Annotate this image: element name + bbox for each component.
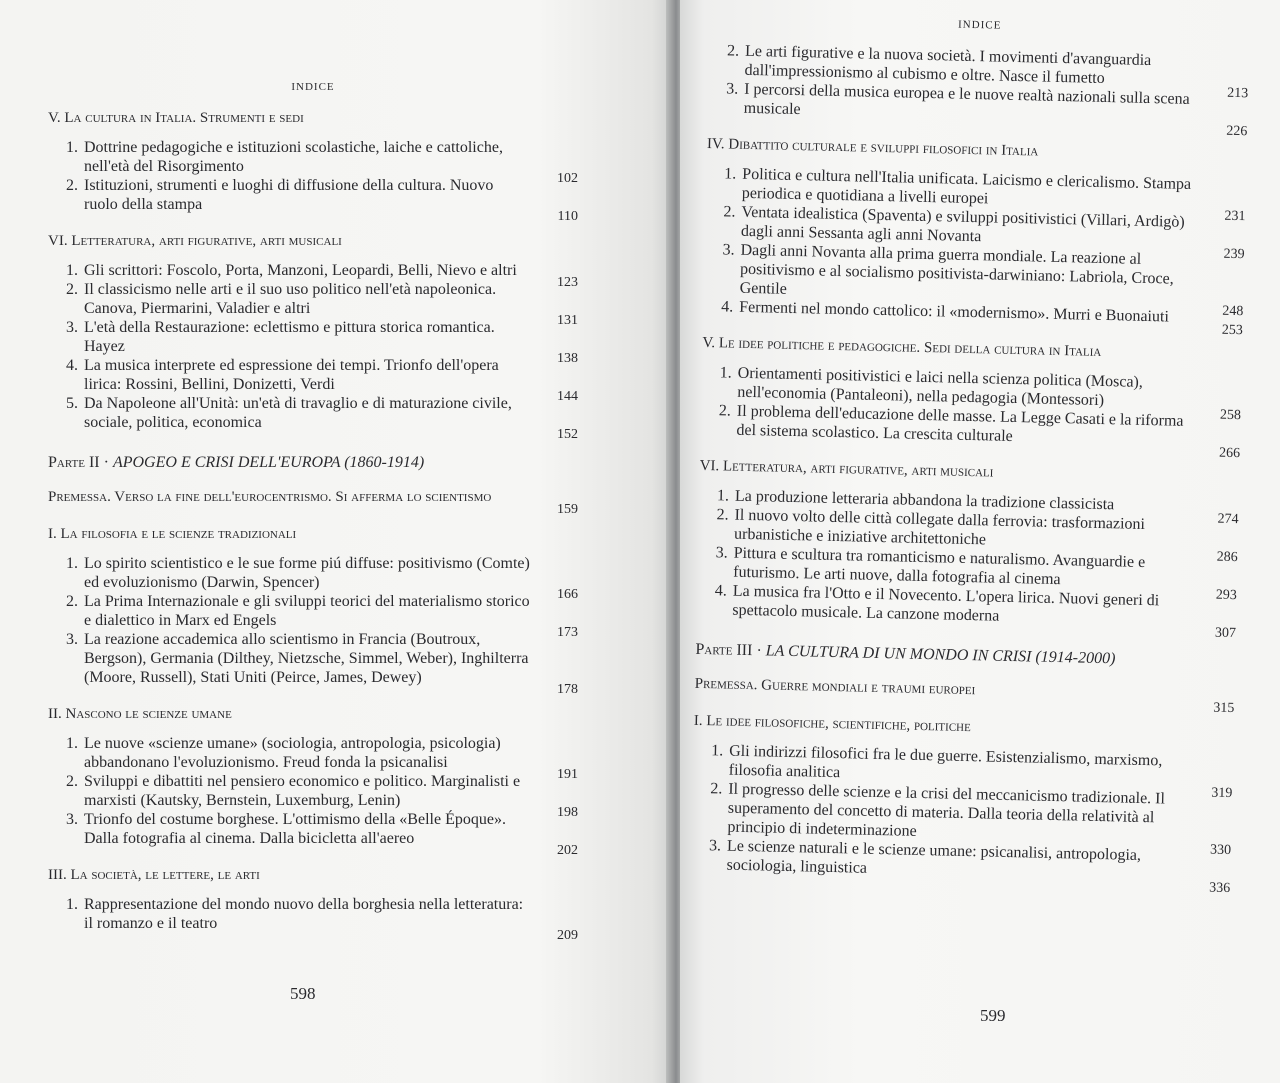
entry-title: La produzione letteraria abbandona la tradizione classicista: [734, 487, 1115, 514]
entry-page-number: 319: [1211, 785, 1233, 802]
entry-page-number: 286: [1216, 549, 1238, 566]
entry-number: 2.: [66, 773, 78, 790]
toc-entry: [48, 261, 578, 290]
entry-title: Le scienze naturali e le scienze umane: psicanalisi, antropologia, sociologia, linguistica: [726, 837, 1142, 877]
entry-number: 1.: [716, 487, 730, 505]
entry-number: 3.: [722, 241, 735, 259]
part-title: APOGEO E CRISI DELL'EUROPA (1860-1914): [112, 454, 425, 471]
entry-number: 5.: [66, 395, 78, 412]
toc-entry: [48, 734, 578, 782]
page-number: 598: [290, 984, 316, 1003]
entry-title: Ventata idealistica (Spaventa) e sviluppi positivistici (Villari, Ardigò) dagli anni Sessanta agli anni Novanta: [740, 203, 1185, 246]
entry-page-number: 123: [557, 275, 578, 290]
toc-entry: [48, 280, 578, 328]
entry-number: 3.: [708, 837, 722, 855]
entry-number: 2.: [718, 402, 732, 420]
entry-page-number: 178: [557, 682, 578, 697]
entry-number: 4.: [714, 582, 728, 600]
entry-number: 1.: [724, 165, 737, 183]
entry-title: La reazione accademica allo scientismo in Francia (Boutroux, Bergson), Germania (Dilthey, Nietzsche, Simmel, Weber), Inghilterra (Moore, Russell), Stati Uniti (Peirce, James, Dewey): [84, 631, 529, 686]
entry-number: 1.: [66, 139, 78, 156]
entry-page-number: 258: [1219, 407, 1242, 424]
toc-entry: [48, 176, 578, 224]
entry-title: Pittura e scultura tra romanticismo e naturalismo. Avanguardie e futurismo. Le arti nuove, dalla fotografia al cinema: [733, 544, 1146, 589]
right-page: [680, 0, 1280, 1083]
entry-page-number: 239: [1223, 246, 1245, 263]
page-number: 599: [980, 1006, 1006, 1025]
entry-title: I percorsi della musica europea e le nuove realtà nazionali sulla scena musicale: [743, 80, 1190, 119]
entry-title: Dottrine pedagogiche e istituzioni scolastiche, laiche e cattoliche, nell'età del Risorgimento: [84, 139, 503, 175]
entry-page-number: 266: [1218, 445, 1241, 462]
toc-entry: [48, 772, 578, 820]
part-title: LA CULTURA DI UN MONDO IN CRISI (1914-2000): [765, 642, 1116, 668]
entry-page-number: 144: [557, 389, 578, 404]
part-label: Parte III ·: [695, 640, 762, 660]
entry-number: 2.: [723, 203, 736, 221]
entry-page-number: 102: [557, 171, 578, 186]
entry-number: 2.: [66, 593, 78, 610]
entry-title: Fermenti nel mondo cattolico: il «modernismo». Murri e Buonaiuti: [739, 298, 1170, 326]
entry-title: Dagli anni Novanta alla prima guerra mondiale. La reazione al positivismo e al socialismo positivista-darwiniano: Labriola, Croce, Gentile: [739, 241, 1174, 298]
left-toc: [48, 78, 578, 943]
running-header: indice: [291, 78, 335, 94]
entry-title: La musica fra l'Otto e il Novecento. L'opera lirica. Nuovi generi di spettacolo musicale. La canzone moderna: [732, 582, 1160, 625]
section-heading: IV. Dibattito culturale e sviluppi filosofici in Italia: [706, 135, 1039, 160]
section-heading: II. Nascono le scienze umane: [48, 706, 232, 722]
entry-page-number: 307: [1214, 625, 1237, 642]
section-heading: III. La società, le lettere, le arti: [48, 867, 260, 883]
entry-page-number: 231: [1224, 208, 1246, 225]
entry-page-number: 166: [557, 587, 578, 602]
entry-page-number: 152: [557, 427, 578, 442]
entry-page-number: 209: [557, 928, 578, 943]
entry-number: 3.: [66, 631, 78, 648]
section-heading: VI. Letteratura, arti figurative, arti musicali: [48, 233, 342, 249]
entry-page-number: 110: [557, 209, 578, 224]
toc-entries: [690, 41, 1249, 897]
entry-title: Il nuovo volto delle città collegate dalla ferrovia: trasformazioni urbanistiche e iniziative architettoniche: [733, 506, 1146, 549]
entry-title: Sviluppi e dibattiti nel pensiero economico e politico. Marginalisti e marxisti (Kautsky, Bernstein, Luxemburg, Lenin): [84, 773, 521, 809]
entry-number: 3.: [715, 544, 728, 562]
section-heading: V. La cultura in Italia. Strumenti e sedi: [48, 110, 304, 126]
entry-title: Rappresentazione del mondo nuovo della borghesia nella letteratura: il romanzo e il teatro: [84, 896, 524, 932]
entry-number: 1.: [66, 262, 78, 279]
part-label: Parte II ·: [48, 454, 109, 471]
entry-page-number: 138: [557, 351, 578, 366]
entry-title: Orientamenti positivistici e laici nella scienza politica (Mosca), nell'economia (Pantaleoni), nella pedagogia (Montessori): [737, 364, 1144, 410]
entry-title: L'età della Restaurazione: eclettismo e pittura storica romantica. Hayez: [84, 319, 495, 355]
entry-page-number: 198: [557, 805, 578, 820]
toc-entry: [48, 356, 578, 404]
entry-page-number: 173: [557, 625, 578, 640]
entry-title: Istituzioni, strumenti e luoghi di diffusione della cultura. Nuovo ruolo della stampa: [84, 177, 494, 213]
entry-page-number: 131: [557, 313, 578, 328]
entry-number: 3.: [726, 80, 739, 98]
toc-entry: [48, 554, 578, 602]
section-heading: I. La filosofia e le scienze tradizionali: [48, 526, 297, 542]
entry-title: La musica interprete ed espressione dei tempi. Trionfo dell'opera lirica: Rossini, Bellini, Donizetti, Verdi: [84, 357, 499, 393]
entry-title: Trionfo del costume borghese. L'ottimismo della «Belle Époque». Dalla fotografia al cinema. Dalla bicicletta all'aereo: [84, 811, 506, 847]
premise-entry: [48, 488, 578, 517]
right-toc: [690, 10, 1249, 897]
entry-page-number: 191: [557, 767, 578, 782]
entry-number: 2.: [716, 506, 729, 524]
entry-number: 3.: [66, 811, 78, 828]
toc-entry: [48, 394, 578, 442]
entry-title: Politica e cultura nell'Italia unificata. Laicismo e clericalismo. Stampa periodica e quotidiana a livelli europei: [741, 165, 1192, 208]
toc-entries: [48, 109, 578, 943]
part-heading: [48, 454, 578, 472]
entry-number: 3.: [66, 319, 78, 336]
toc-entry: [48, 592, 578, 640]
entry-title: Gli scrittori: Foscolo, Porta, Manzoni, Leopardi, Belli, Nievo e altri: [84, 262, 517, 279]
entry-number: 2.: [66, 177, 78, 194]
entry-number: 4.: [66, 357, 78, 374]
section-heading: VI. Letteratura, arti figurative, arti musicali: [699, 457, 994, 481]
running-header: indice: [957, 15, 1002, 33]
entry-number: 1.: [66, 735, 78, 752]
entry-title: Il progresso delle scienze e la crisi del meccanicismo tradizionale. Il superamento del concetto di materia. Dalla teoria della relatività al principio di indeterminazione: [727, 780, 1166, 840]
entry-number: 2.: [66, 281, 78, 298]
entry-page-number: 336: [1209, 880, 1231, 897]
entry-number: 1.: [66, 555, 78, 572]
toc-entry: [48, 630, 578, 697]
entry-page-number: 226: [1226, 123, 1248, 140]
entry-title: Le nuove «scienze umane» (sociologia, antropologia, psicologia) abbandonano l'evoluzionismo. Freud fonda la psicanalisi: [84, 735, 501, 771]
entry-page-number: 248: [1222, 303, 1244, 320]
entry-number: 2.: [726, 42, 740, 60]
section-heading: I. Le idee filosofiche, scientifiche, politiche: [693, 712, 971, 736]
entry-page-number: 330: [1209, 842, 1232, 859]
entry-page-number: 274: [1217, 511, 1239, 528]
entry-number: 1.: [66, 896, 78, 913]
premise-entry: [694, 675, 1235, 717]
entry-title: Le arti figurative e la nuova società. I movimenti d'avanguardia dall'impressionismo al cubismo e oltre. Nasce il fumetto: [744, 42, 1152, 87]
entry-title: Da Napoleone all'Unità: un'età di travaglio e di maturazione civile, sociale, politica, economica: [84, 395, 512, 431]
toc-entry: [48, 810, 578, 858]
premise-title: Premessa. Verso la fine dell'eurocentrismo. Si afferma lo scientismo: [48, 489, 492, 505]
entry-number: 1.: [711, 742, 724, 760]
entry-number: 2.: [710, 780, 723, 798]
entry-title: Il classicismo nelle arti e il suo uso politico nell'età napoleonica. Canova, Piermarini, Valadier e altri: [84, 281, 497, 317]
toc-entry: [48, 895, 578, 943]
entry-number: 4.: [721, 298, 734, 316]
entry-page-number: 253: [1221, 322, 1244, 339]
section-heading: V. Le idee politiche e pedagogiche. Sedi della cultura in Italia: [702, 334, 1102, 360]
entry-page-number: 159: [557, 502, 578, 517]
entry-number: 1.: [719, 364, 732, 382]
premise-title: Premessa. Guerre mondiali e traumi europei: [694, 675, 976, 699]
entry-title: La Prima Internazionale e gli sviluppi teorici del materialismo storico e dialettico in Marx ed Engels: [84, 593, 530, 629]
entry-title: Gli indirizzi filosofici fra le due guerre. Esistenzialismo, marxismo, filosofia analitica: [728, 742, 1163, 782]
toc-entry: [48, 138, 578, 186]
entry-page-number: 213: [1227, 85, 1249, 102]
entry-page-number: 315: [1213, 700, 1235, 717]
entry-page-number: 293: [1215, 587, 1238, 604]
entry-title: Il problema dell'educazione delle masse. La Legge Casati e la riforma del sistema scolastico. La crescita culturale: [736, 402, 1184, 445]
part-heading: [695, 641, 1235, 671]
entry-page-number: 202: [557, 843, 578, 858]
entry-title: Lo spirito scientistico e le sue forme piú diffuse: positivismo (Comte) ed evoluzionismo (Darwin, Spencer): [84, 555, 530, 591]
toc-entry: [48, 318, 578, 366]
